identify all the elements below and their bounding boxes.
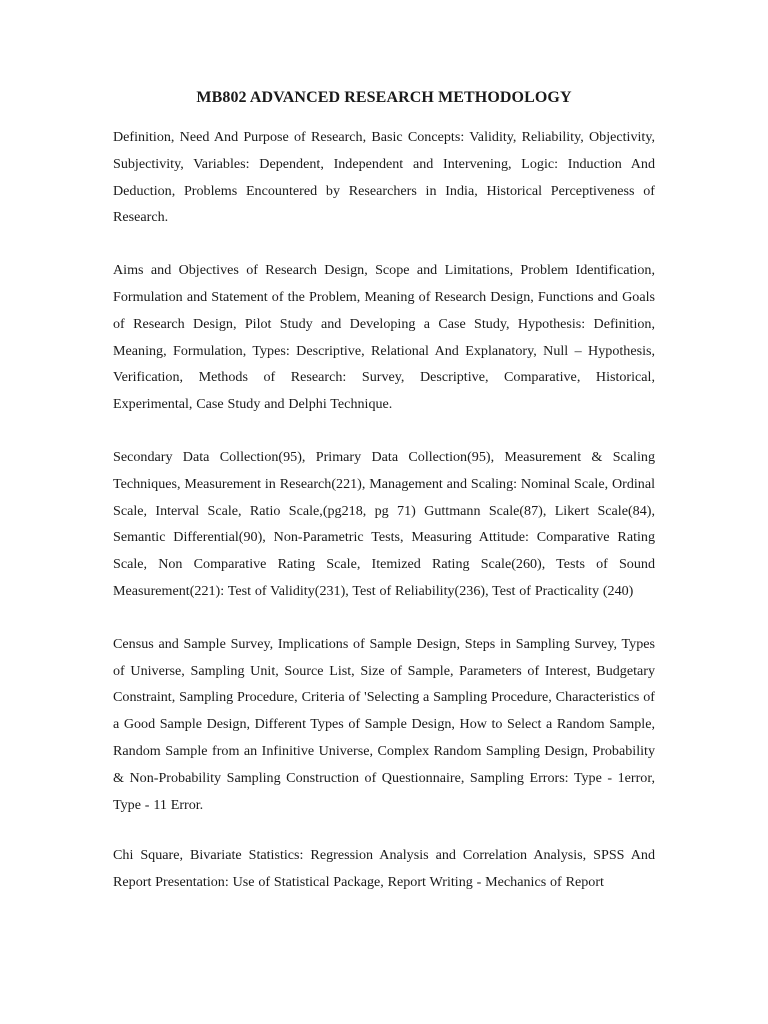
paragraph-sampling: Census and Sample Survey, Implications of Sample Design, Steps in Sampling Survey, Types of Universe, Sampling Unit, Source List, Size of Sample, Parameters of Interest, Budgetary Constraint, Sampling Procedure, Criteria of 'Selecting a Sampling Procedure, Characteristics of a Good Sample Design, Different Types of Sample Design, How to Select a Random Sample, Random Sample from an Infinitive Universe, Complex Random Sampling Design, Probability & Non-Probability Sampling Construction of Questionnaire, Sampling Errors: Type - 1error, Type - 11 Error. (113, 635, 655, 813)
document-title: MB802 ADVANCED RESEARCH METHODOLOGY (196, 89, 572, 106)
paragraph-research-basics: Definition, Need And Purpose of Research, Basic Concepts: Validity, Reliability, Objectivity, Subjectivity, Variables: Dependent, Independent and Intervening, Logic: Induction And Deduction, Problems Encountered by Researchers in India, Historical Perceptiveness of Research. (113, 129, 655, 226)
paragraph-research-design: Aims and Objectives of Research Design, Scope and Limitations, Problem Identification, Formulation and Statement of the Problem, Meaning of Research Design, Functions and Goals of Research Design, Pilot Study and Developing a Case Study, Hypothesis: Definition, Meaning, Formulation, Types: Descriptive, Relational And Explanatory, Null – Hypothesis, Verification, Methods of Research: Survey, Descriptive, Comparative, Historical, Experimental, Case Study and Delphi Technique. (113, 262, 655, 413)
paragraph-statistics-report: Chi Square, Bivariate Statistics: Regression Analysis and Correlation Analysis, SPSS And Report Presentation: Use of Statistical Package, Report Writing - Mechanics of Report (113, 847, 655, 891)
paragraph-data-collection: Secondary Data Collection(95), Primary Data Collection(95), Measurement & Scaling Techniques, Measurement in Research(221), Management and Scaling: Nominal Scale, Ordinal Scale, Interval Scale, Ratio Scale,(pg218, pg 71) Guttmann Scale(87), Likert Scale(84), Semantic Differential(90), Non-Parametric Tests, Measuring Attitude: Comparative Rating Scale, Non Comparative Rating Scale, Itemized Rating Scale(260), Tests of Sound Measurement(221): Test of Validity(231), Test of Reliability(236), Test of Practicality (240) (113, 448, 655, 599)
document-page (113, 88, 655, 922)
